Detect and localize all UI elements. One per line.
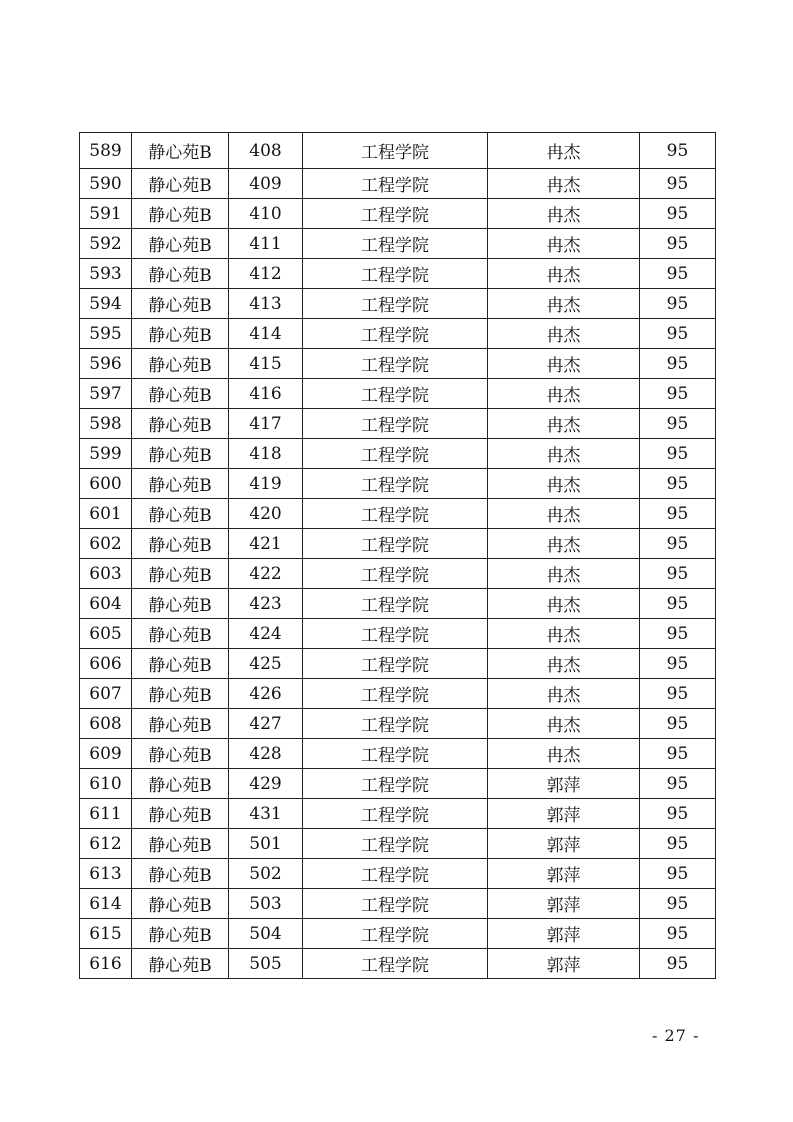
room-number-cell: 416 (229, 379, 303, 409)
row-index-cell: 610 (80, 769, 132, 799)
table-row (80, 289, 716, 319)
row-index-cell: 606 (80, 649, 132, 679)
college-cell: 工程学院 (303, 349, 488, 379)
counselor-cell: 冉杰 (488, 169, 640, 199)
counselor-cell: 冉杰 (488, 439, 640, 469)
row-index-cell: 598 (80, 409, 132, 439)
college-cell: 工程学院 (303, 859, 488, 889)
building-cell: 静心苑B (132, 829, 229, 859)
college-cell: 工程学院 (303, 469, 488, 499)
counselor-cell: 冉杰 (488, 649, 640, 679)
row-index-cell: 597 (80, 379, 132, 409)
row-index-cell: 599 (80, 439, 132, 469)
table-row (80, 379, 716, 409)
college-cell: 工程学院 (303, 649, 488, 679)
row-index-cell: 601 (80, 499, 132, 529)
college-cell: 工程学院 (303, 889, 488, 919)
score-cell: 95 (640, 769, 716, 799)
score-cell: 95 (640, 469, 716, 499)
score-cell: 95 (640, 949, 716, 979)
room-number-cell: 417 (229, 409, 303, 439)
college-cell: 工程学院 (303, 769, 488, 799)
college-cell: 工程学院 (303, 259, 488, 289)
room-number-cell: 429 (229, 769, 303, 799)
room-number-cell: 505 (229, 949, 303, 979)
table-row (80, 829, 716, 859)
college-cell: 工程学院 (303, 589, 488, 619)
page-number: - 27 - (652, 1026, 700, 1045)
score-cell: 95 (640, 133, 716, 169)
row-index-cell: 612 (80, 829, 132, 859)
college-cell: 工程学院 (303, 199, 488, 229)
table-row (80, 859, 716, 889)
table-row (80, 349, 716, 379)
room-number-cell: 408 (229, 133, 303, 169)
counselor-cell: 冉杰 (488, 499, 640, 529)
table-row (80, 709, 716, 739)
table-row (80, 889, 716, 919)
room-number-cell: 410 (229, 199, 303, 229)
building-cell: 静心苑B (132, 439, 229, 469)
table-row (80, 169, 716, 199)
counselor-cell: 冉杰 (488, 379, 640, 409)
table-row (80, 409, 716, 439)
building-cell: 静心苑B (132, 379, 229, 409)
college-cell: 工程学院 (303, 739, 488, 769)
counselor-cell: 冉杰 (488, 259, 640, 289)
room-number-cell: 428 (229, 739, 303, 769)
counselor-cell: 郭萍 (488, 859, 640, 889)
counselor-cell: 冉杰 (488, 739, 640, 769)
building-cell: 静心苑B (132, 169, 229, 199)
counselor-cell: 冉杰 (488, 709, 640, 739)
score-cell: 95 (640, 499, 716, 529)
college-cell: 工程学院 (303, 679, 488, 709)
room-number-cell: 418 (229, 439, 303, 469)
table-row (80, 439, 716, 469)
room-number-cell: 431 (229, 799, 303, 829)
row-index-cell: 614 (80, 889, 132, 919)
row-index-cell: 590 (80, 169, 132, 199)
college-cell: 工程学院 (303, 799, 488, 829)
score-cell: 95 (640, 529, 716, 559)
room-number-cell: 504 (229, 919, 303, 949)
row-index-cell: 591 (80, 199, 132, 229)
table-row (80, 529, 716, 559)
college-cell: 工程学院 (303, 829, 488, 859)
row-index-cell: 609 (80, 739, 132, 769)
row-index-cell: 603 (80, 559, 132, 589)
college-cell: 工程学院 (303, 229, 488, 259)
table-row (80, 799, 716, 829)
score-cell: 95 (640, 559, 716, 589)
row-index-cell: 611 (80, 799, 132, 829)
college-cell: 工程学院 (303, 529, 488, 559)
building-cell: 静心苑B (132, 133, 229, 169)
score-cell: 95 (640, 619, 716, 649)
table-row (80, 469, 716, 499)
score-cell: 95 (640, 229, 716, 259)
dormitory-score-table (79, 132, 716, 979)
room-number-cell: 412 (229, 259, 303, 289)
score-cell: 95 (640, 169, 716, 199)
room-number-cell: 426 (229, 679, 303, 709)
row-index-cell: 616 (80, 949, 132, 979)
counselor-cell: 冉杰 (488, 679, 640, 709)
room-number-cell: 427 (229, 709, 303, 739)
score-cell: 95 (640, 919, 716, 949)
counselor-cell: 冉杰 (488, 529, 640, 559)
college-cell: 工程学院 (303, 319, 488, 349)
counselor-cell: 郭萍 (488, 949, 640, 979)
score-cell: 95 (640, 319, 716, 349)
score-cell: 95 (640, 799, 716, 829)
row-index-cell: 615 (80, 919, 132, 949)
score-cell: 95 (640, 439, 716, 469)
counselor-cell: 冉杰 (488, 319, 640, 349)
counselor-cell: 冉杰 (488, 409, 640, 439)
counselor-cell: 冉杰 (488, 199, 640, 229)
table-row (80, 649, 716, 679)
room-number-cell: 413 (229, 289, 303, 319)
room-number-cell: 503 (229, 889, 303, 919)
row-index-cell: 600 (80, 469, 132, 499)
counselor-cell: 郭萍 (488, 889, 640, 919)
row-index-cell: 589 (80, 133, 132, 169)
room-number-cell: 411 (229, 229, 303, 259)
building-cell: 静心苑B (132, 199, 229, 229)
room-number-cell: 425 (229, 649, 303, 679)
row-index-cell: 595 (80, 319, 132, 349)
row-index-cell: 607 (80, 679, 132, 709)
counselor-cell: 冉杰 (488, 349, 640, 379)
room-number-cell: 502 (229, 859, 303, 889)
row-index-cell: 596 (80, 349, 132, 379)
building-cell: 静心苑B (132, 409, 229, 439)
college-cell: 工程学院 (303, 379, 488, 409)
room-number-cell: 409 (229, 169, 303, 199)
room-number-cell: 420 (229, 499, 303, 529)
row-index-cell: 605 (80, 619, 132, 649)
college-cell: 工程学院 (303, 919, 488, 949)
college-cell: 工程学院 (303, 949, 488, 979)
row-index-cell: 592 (80, 229, 132, 259)
table-row (80, 769, 716, 799)
counselor-cell: 冉杰 (488, 133, 640, 169)
college-cell: 工程学院 (303, 709, 488, 739)
building-cell: 静心苑B (132, 259, 229, 289)
score-cell: 95 (640, 259, 716, 289)
counselor-cell: 冉杰 (488, 559, 640, 589)
table-row (80, 499, 716, 529)
counselor-cell: 冉杰 (488, 589, 640, 619)
table-row (80, 319, 716, 349)
table-row (80, 259, 716, 289)
building-cell: 静心苑B (132, 949, 229, 979)
score-cell: 95 (640, 829, 716, 859)
building-cell: 静心苑B (132, 319, 229, 349)
room-number-cell: 423 (229, 589, 303, 619)
table-row (80, 199, 716, 229)
table-row (80, 919, 716, 949)
table-body (80, 133, 716, 979)
score-cell: 95 (640, 679, 716, 709)
table-row (80, 589, 716, 619)
counselor-cell: 冉杰 (488, 229, 640, 259)
room-number-cell: 422 (229, 559, 303, 589)
building-cell: 静心苑B (132, 229, 229, 259)
counselor-cell: 郭萍 (488, 919, 640, 949)
score-cell: 95 (640, 739, 716, 769)
counselor-cell: 冉杰 (488, 619, 640, 649)
counselor-cell: 冉杰 (488, 289, 640, 319)
row-index-cell: 594 (80, 289, 132, 319)
table-row (80, 559, 716, 589)
counselor-cell: 郭萍 (488, 829, 640, 859)
table-row (80, 739, 716, 769)
score-cell: 95 (640, 409, 716, 439)
row-index-cell: 608 (80, 709, 132, 739)
college-cell: 工程学院 (303, 559, 488, 589)
room-number-cell: 415 (229, 349, 303, 379)
building-cell: 静心苑B (132, 859, 229, 889)
college-cell: 工程学院 (303, 409, 488, 439)
college-cell: 工程学院 (303, 289, 488, 319)
building-cell: 静心苑B (132, 649, 229, 679)
college-cell: 工程学院 (303, 499, 488, 529)
building-cell: 静心苑B (132, 469, 229, 499)
score-cell: 95 (640, 199, 716, 229)
score-cell: 95 (640, 889, 716, 919)
counselor-cell: 郭萍 (488, 799, 640, 829)
score-cell: 95 (640, 349, 716, 379)
room-number-cell: 501 (229, 829, 303, 859)
row-index-cell: 593 (80, 259, 132, 289)
room-number-cell: 421 (229, 529, 303, 559)
score-cell: 95 (640, 379, 716, 409)
score-cell: 95 (640, 649, 716, 679)
building-cell: 静心苑B (132, 349, 229, 379)
college-cell: 工程学院 (303, 169, 488, 199)
table-row (80, 133, 716, 169)
building-cell: 静心苑B (132, 799, 229, 829)
building-cell: 静心苑B (132, 679, 229, 709)
building-cell: 静心苑B (132, 559, 229, 589)
room-number-cell: 419 (229, 469, 303, 499)
counselor-cell: 郭萍 (488, 769, 640, 799)
score-cell: 95 (640, 289, 716, 319)
row-index-cell: 604 (80, 589, 132, 619)
building-cell: 静心苑B (132, 289, 229, 319)
building-cell: 静心苑B (132, 589, 229, 619)
room-number-cell: 414 (229, 319, 303, 349)
score-cell: 95 (640, 709, 716, 739)
college-cell: 工程学院 (303, 439, 488, 469)
score-cell: 95 (640, 589, 716, 619)
building-cell: 静心苑B (132, 619, 229, 649)
table-row (80, 619, 716, 649)
building-cell: 静心苑B (132, 889, 229, 919)
table-row (80, 949, 716, 979)
score-cell: 95 (640, 859, 716, 889)
row-index-cell: 613 (80, 859, 132, 889)
college-cell: 工程学院 (303, 133, 488, 169)
building-cell: 静心苑B (132, 499, 229, 529)
building-cell: 静心苑B (132, 919, 229, 949)
counselor-cell: 冉杰 (488, 469, 640, 499)
building-cell: 静心苑B (132, 529, 229, 559)
room-number-cell: 424 (229, 619, 303, 649)
building-cell: 静心苑B (132, 769, 229, 799)
college-cell: 工程学院 (303, 619, 488, 649)
table-row (80, 229, 716, 259)
table-row (80, 679, 716, 709)
row-index-cell: 602 (80, 529, 132, 559)
building-cell: 静心苑B (132, 739, 229, 769)
building-cell: 静心苑B (132, 709, 229, 739)
